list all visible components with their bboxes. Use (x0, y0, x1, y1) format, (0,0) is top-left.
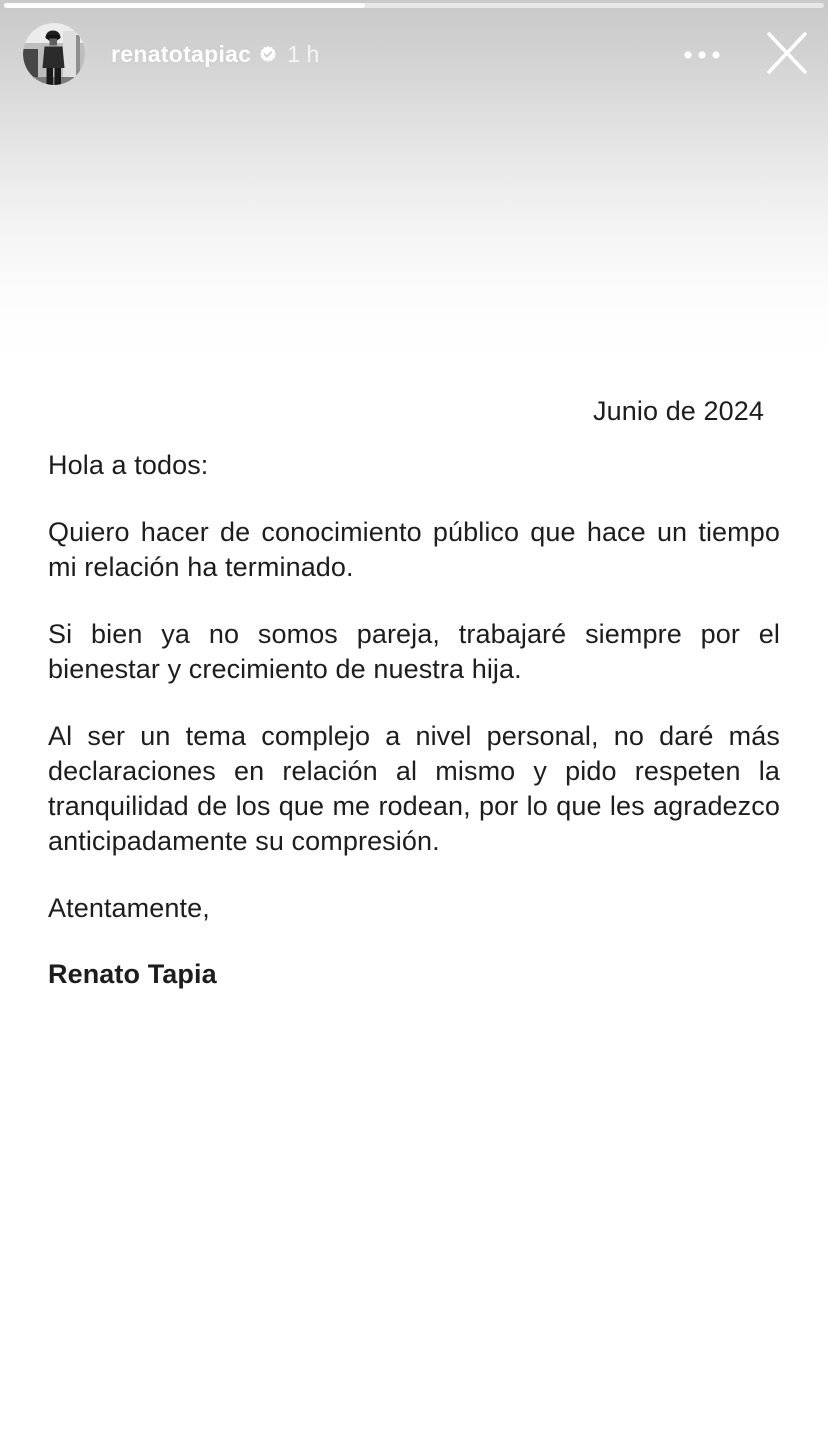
letter-paragraph: Si bien ya no somos pareja, trabajaré siempre por el bienestar y crecimiento de nuestra hija. (48, 619, 780, 684)
more-options-button[interactable] (682, 34, 722, 74)
letter-paragraph: Al ser un tema complejo a nivel personal, no daré más declaraciones en relación al mismo y pido respeten la tranquilidad de los que me rodean, por lo que les agradezco anticipadamente su compresión. (48, 721, 780, 856)
avatar-photo (23, 23, 85, 85)
letter-paragraph: Quiero hacer de conocimiento público que hace un tiempo mi relación ha terminado. (48, 517, 780, 582)
story-header (23, 23, 814, 85)
close-button[interactable] (762, 29, 812, 79)
story-timestamp: 1 h (287, 40, 320, 67)
avatar[interactable] (23, 23, 85, 85)
story-progress-bar (4, 3, 824, 8)
close-x-icon (763, 30, 811, 79)
three-dots-icon (684, 47, 720, 62)
progress-fill (4, 3, 365, 8)
letter-closing: Atentamente, (48, 893, 210, 923)
story-letter (48, 394, 780, 992)
verified-badge-icon (259, 45, 277, 63)
letter-signature: Renato Tapia (48, 959, 217, 989)
username[interactable]: renatotapiac (111, 40, 252, 67)
letter-date: Junio de 2024 (593, 396, 764, 426)
letter-greeting: Hola a todos: (48, 450, 209, 480)
